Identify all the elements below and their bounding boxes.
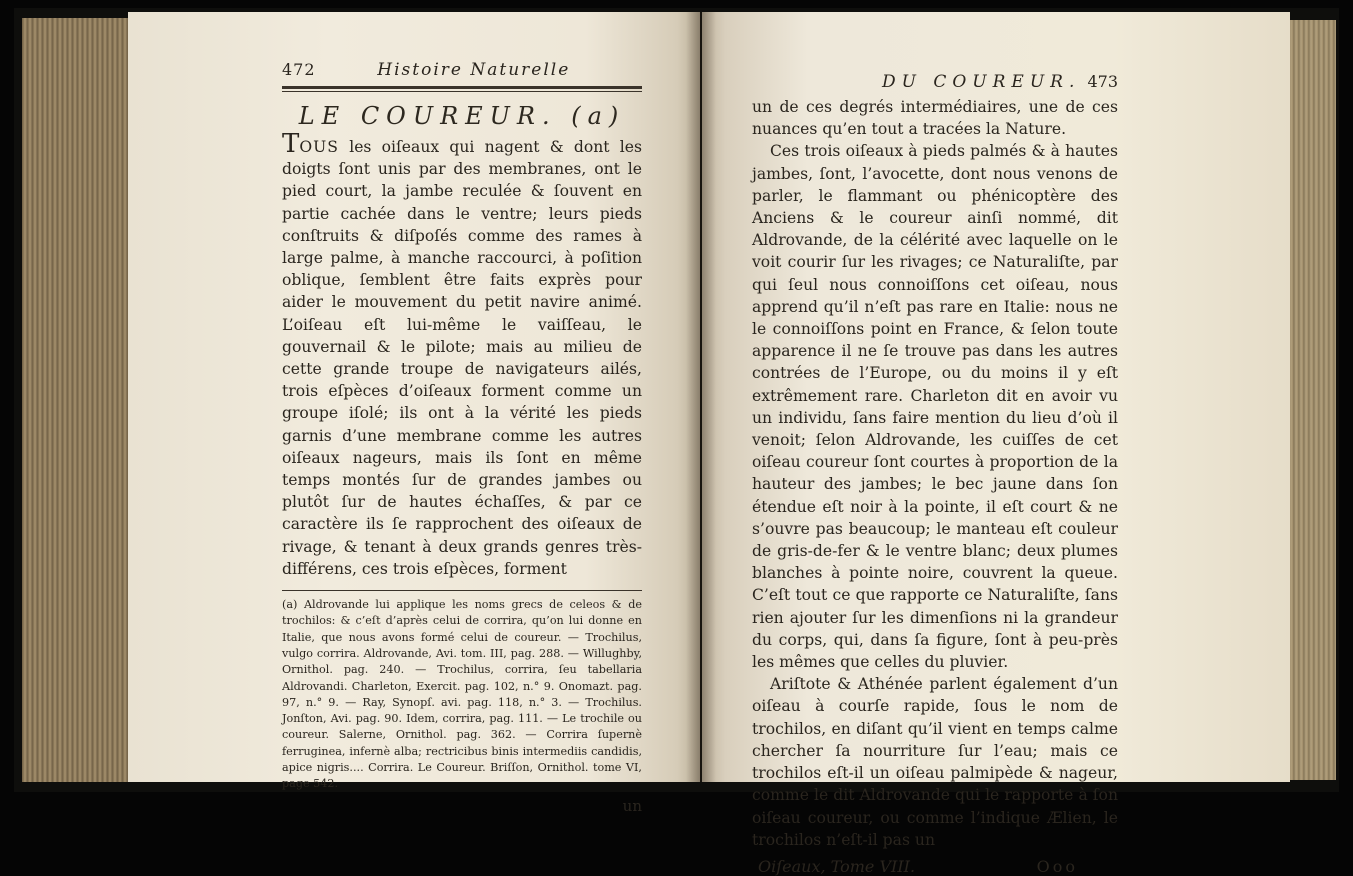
right-paragraph-1: un de ces degrés intermédiaires, une de ces nuances qu’en tout a tracées la Nature.	[752, 98, 1118, 139]
left-body-text	[282, 129, 642, 580]
right-page-content	[752, 72, 1118, 876]
right-page-edges	[1284, 20, 1336, 780]
chapter-title: LE COUREUR. (a)	[298, 102, 626, 130]
signature-line	[752, 857, 1118, 876]
left-running-title: Histoire Naturelle	[377, 60, 571, 80]
left-page-edges	[22, 18, 134, 782]
head-rule-thin	[282, 91, 642, 92]
right-page-number: 473	[1087, 72, 1118, 91]
right-running-title: DU COUREUR.	[882, 72, 1081, 92]
right-paragraph-3: Ariſtote & Athénée parlent également d’un oiſeau à courſe rapide, ſous le nom de trochilos, en diſant qu’il vient en temps calme chercher ſa nourriture ſur l’eau; mais ce trochilos eſt-il un oiſeau palmipède & nageur, comme le dit Aldrovande qui le rapporte à ſon oiſeau coureur, ou comme l’indique Ælien, le trochilos n’eſt-il pas un	[752, 675, 1118, 849]
left-page-number: 472	[282, 60, 316, 79]
footnote-rule	[282, 590, 642, 591]
right-paragraph-2: Ces trois oiſeaux à pieds palmés & à hautes jambes, ſont, l’avocette, dont nous venons de parler, le flammant ou phénicoptère des Anciens & le coureur ainſi nommé, dit Aldrovande, de la célérité avec laquelle on le voit courir ſur les rivages; ce Naturaliſte, par qui ſeul nous connoiſſons cet oiſeau, nous apprend qu’il n’eſt pas rare en Italie: nous ne le connoiſſons point en France, & ſelon toute apparence il ne ſe trouve pas dans les autres contrées de l’Europe, ou du moins il y eſt extrêmement rare. Charleton dit en avoir vu un individu, ſans faire mention du lieu d’où il venoit; ſelon Aldrovande, les cuiſſes de cet oiſeau coureur ſont courtes à proportion de la hauteur des jambes; le bec jaune dans ſon étendue eſt noir à la pointe, il eſt court & ne s’ouvre pas beaucoup; le manteau eſt couleur de gris-de-fer & le ventre blanc; deux plumes blanches à pointe noire, couvrent la queue. C’eſt tout ce que rapporte ce Naturaliſte, ſans rien ajouter ſur les dimenſions ni la grandeur du corps, qui, dans ſa figure, ſont à peu-près les mêmes que celles du pluvier.	[752, 142, 1118, 672]
signature-volume: Oiſeaux, Tome VIII.	[758, 856, 916, 876]
right-running-head	[752, 72, 1118, 92]
catchword: un	[622, 796, 642, 815]
right-body-text	[752, 96, 1118, 851]
footnote-a: (a) Aldrovande lui applique les noms grecs de celeos & de trochilos: & c’eſt d’après celui de corrira, qu’on lui donne en Italie, que nous avons formé celui de coureur. — Trochilus, vulgo corrira. Aldrovande, Avi. tom. III, pag. 288. — Willughby, Ornithol. pag. 240. — Trochilus, corrira, ſeu tabellaria Aldrovandi. Charleton, Exercit. pag. 102, n.° 9. Onomazt. pag. 97, n.° 9. — Ray, Synopſ. avi. pag. 118, n.° 3. — Trochilus. Jonſton, Avi. pag. 90. Idem, corrira, pag. 111. — Le trochile ou coureur. Salerne, Ornithol. pag. 362. — Corrira ſupernè ferruginea, infernè alba; rectricibus binis intermediis candidis, apice nigris.... Corrira. Le Coureur. Briſſon, Ornithol. tome VI, page 542.	[282, 598, 642, 791]
head-rule-thick	[282, 86, 642, 89]
left-page-content	[282, 60, 642, 815]
gutter-shadow	[686, 12, 716, 782]
first-word-rest: OUS	[299, 138, 339, 156]
drop-cap: T	[282, 129, 300, 159]
left-body-paragraph: les oiſeaux qui nagent & dont les doigts ſont unis par des membranes, ont le pied court, la jambe reculée & ſouvent en partie cachée dans le ventre; leurs pieds conſtruits & diſpoſés comme des rames à large palme, à manche raccourci, à poſition oblique, ſemblent être faits exprès pour aider le mouvement du petit navire animé. L’oiſeau eſt lui-même le vaiſſeau, le gouvernail & le pilote; mais au milieu de cette grande troupe de navigateurs ailés, trois eſpèces d’oiſeaux forment comme un groupe iſolé; ils ont à la vérité les pieds garnis d’une membrane comme les autres oiſeaux nageurs, mais ils ſont en même temps montés ſur de grandes jambes ou plutôt ſur de hautes échaſſes, & par ce caractère ils ſe rapprochent des oiſeaux de rivage, & tenant à deux grands genres très-différens, ces trois eſpèces, forment	[282, 138, 642, 578]
left-running-head	[282, 60, 642, 80]
signature-mark: Ooo	[1036, 856, 1078, 876]
